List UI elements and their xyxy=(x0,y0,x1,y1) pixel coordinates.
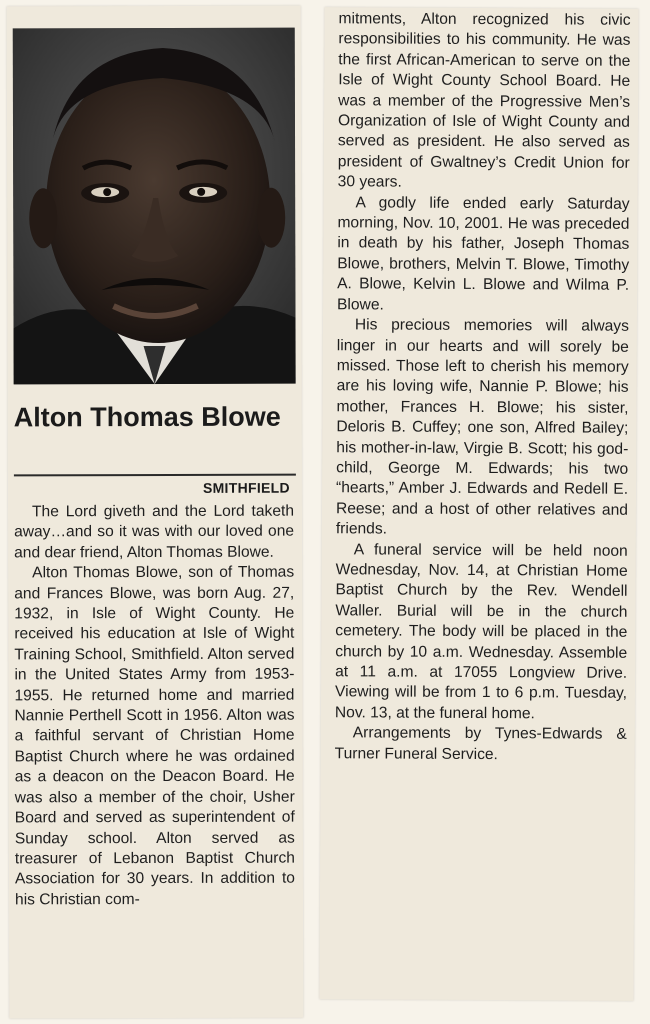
paragraph: His precious memories will always linger in our hearts and will sorely be missed. Those left to cherish his memory are his loving wife, Nannie P. Blowe; his mother, Frances H. Blowe; his sister, Deloris B. Cuffey; one son, Alfred Bailey; his mother-in-law, Virgie B. Scott; his god-child, George M. Edwards; his two “hearts,” Amber J. Edwards and Redell E. Reese; and a host of other relatives and friends. xyxy=(335,316,629,538)
paragraph: mitments, Alton recognized his civic responsibilities to his community. He was the first African-American to serve on the Isle of Wight County School Board. He was a member of the Progressive Men’s Organization of Isle of Wight County and served as president. He also served as president of Gwaltney’s Credit Union for 30 years. xyxy=(337,10,631,191)
obituary-column-right xyxy=(335,9,631,766)
paragraph: Arrangements by Tynes-Edwards & Turner Funeral Service. xyxy=(334,724,627,763)
paragraph: A godly life ended early Saturday morning, Nov. 10, 2001. He was preceded in death by his father, Joseph Thomas Blowe, brothers, Melvin T. Blowe, Timothy A. Blowe, Kelvin L. Blowe and Wilma P. Blowe. xyxy=(336,194,630,314)
obituary-clipping-left xyxy=(7,6,304,1019)
obituary-title: Alton Thomas Blowe xyxy=(13,401,281,433)
portrait-photo xyxy=(13,28,296,385)
obituary-column-left xyxy=(14,502,295,911)
paragraph: The Lord giveth and the Lord taketh away…and so it was with our loved one and dear friend, Alton Thomas Blowe. xyxy=(14,502,295,562)
paragraph: Alton Thomas Blowe, son of Thomas and Frances Blowe, was born Aug. 27, 1932, in Isle of Wight County. He received his education at Isle of Wight Training School, Smithfield. Alton served in the United States Army from 1953-1955. He returned home and married Nannie Perthell Scott in 1956. Alton was a faithful servant of Christian Home Baptist Church where he was ordained as a deacon on the Deacon Board. He was also a member of the choir, Usher Board and served as superintendent of Sunday school. Alton served as treasurer of Lebanon Baptist Church Association for 30 years. In addition to his Christian com- xyxy=(14,563,295,909)
paragraph: A funeral service will be held noon Wednesday, Nov. 14, at Christian Home Baptist Church by the Rev. Wendell Waller. Burial will be in the church cemetery. The body will be placed in the church by 10 a.m. Wednesday. Assemble at 11 a.m. at 17055 Longview Drive. Viewing will be from 1 to 6 p.m. Tuesday, Nov. 13, at the funeral home. xyxy=(334,540,628,723)
portrait-photo-icon xyxy=(13,28,296,385)
obituary-clipping-right xyxy=(319,7,638,1001)
title-divider xyxy=(14,474,296,477)
dateline: SMITHFIELD xyxy=(202,479,290,496)
